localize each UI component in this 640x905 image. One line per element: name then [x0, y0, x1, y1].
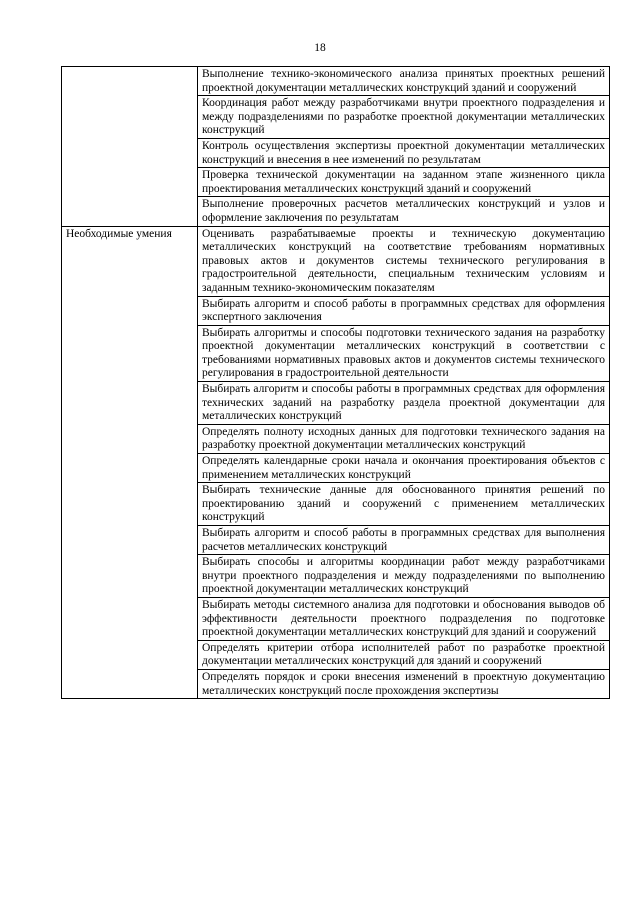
- row-label-cell: [62, 67, 198, 227]
- table-cell: Выполнение проверочных расчетов металлических конструкций и узлов и оформление заключения по результатам: [198, 197, 610, 226]
- table-cell: Определять полноту исходных данных для подготовки технического задания на разработку проектной документации металлических конструкций: [198, 424, 610, 453]
- table-cell: Выбирать алгоритм и способ работы в программных средствах для выполнения расчетов металлических конструкций: [198, 526, 610, 555]
- table-cell: Проверка технической документации на заданном этапе жизненного цикла проектирования металлических конструкций зданий и сооружений: [198, 168, 610, 197]
- table-cell: Определять критерии отбора исполнителей работ по разработке проектной документации металлических конструкций для зданий и сооружений: [198, 640, 610, 669]
- table-cell: Выбирать методы системного анализа для подготовки и обоснования выводов об эффективности деятельности проектного подразделения по подготовке проектной документации металлических конструкций для зданий и сооружений: [198, 597, 610, 640]
- table-cell: Определять порядок и сроки внесения изменений в проектную документацию металлических конструкций после прохождения экспертизы: [198, 669, 610, 698]
- table-row: [62, 226, 610, 296]
- table-body: [62, 67, 610, 699]
- table-row: [62, 67, 610, 96]
- row-label-cell: Необходимые умения: [62, 226, 198, 699]
- table-cell: Выбирать технические данные для обоснованного принятия решений по проектированию зданий и сооружений с применением металлических конструкций: [198, 483, 610, 526]
- table-cell: Контроль осуществления экспертизы проектной документации металлических конструкций и внесения в нее изменений по результатам: [198, 138, 610, 167]
- table-cell: Выбирать алгоритм и способы работы в программных средствах для оформления технических заданий на разработку раздела проектной документации для металлических конструкций: [198, 382, 610, 425]
- table-cell: Координация работ между разработчиками внутри проектного подразделения и между подразделениями по разработке проектной документации металлических конструкций: [198, 96, 610, 139]
- competency-table: [61, 66, 610, 699]
- table-cell: Выполнение технико-экономического анализа принятых проектных решений проектной документации металлических конструкций зданий и сооружений: [198, 67, 610, 96]
- table-cell: Выбирать способы и алгоритмы координации работ между разработчиками внутри проектного подразделения и между подразделениями по выполнению проектной документации металлических конструкций: [198, 555, 610, 598]
- table-cell: Определять календарные сроки начала и окончания проектирования объектов с применением металлических конструкций: [198, 454, 610, 483]
- table-cell: Выбирать алгоритмы и способы подготовки технического задания на разработку проектной документации металлических конструкций в соответствии с требованиями нормативных правовых актов и документов системы технического регулирования в градостроительной деятельности: [198, 325, 610, 381]
- table-cell: Оценивать разрабатываемые проекты и техническую документацию металлических конструкций на соответствие требованиям нормативных правовых актов и документов системы технического регулирования в градостроительной деятельности, специальным техническим условиям и заданным технико-экономическим показателям: [198, 226, 610, 296]
- page-number: 18: [314, 42, 326, 54]
- table-cell: Выбирать алгоритм и способ работы в программных средствах для оформления экспертного заключения: [198, 296, 610, 325]
